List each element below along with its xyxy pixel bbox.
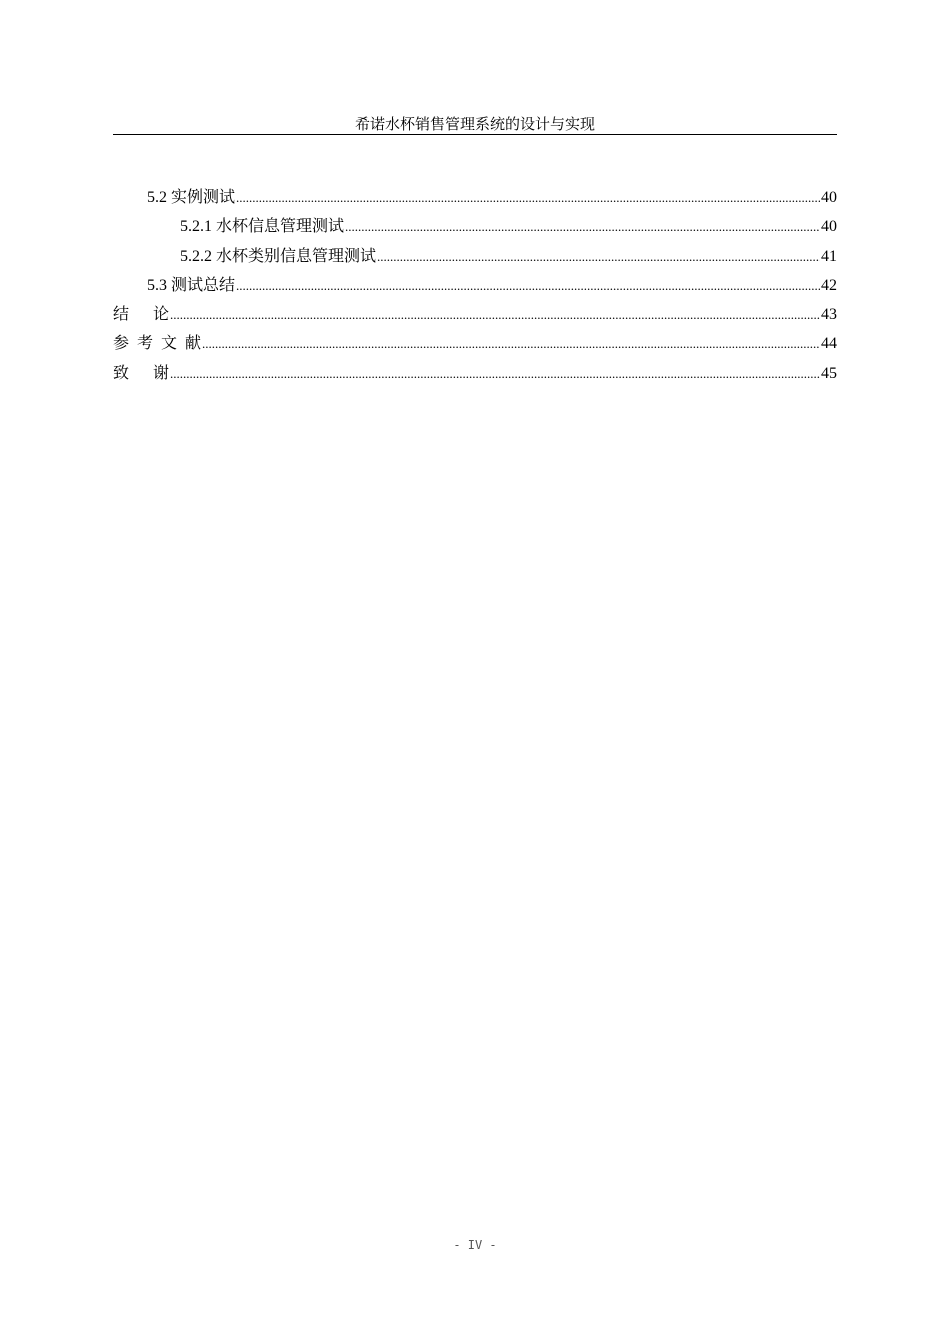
toc-dot-leader [377, 242, 820, 271]
toc-entry-label: 5.2 实例测试 [147, 189, 236, 206]
toc-dot-leader [202, 329, 820, 358]
toc-entry-page: 40 [821, 218, 837, 236]
toc-entry-5-3[interactable] [113, 271, 837, 300]
page-number: - IV - [453, 1238, 497, 1252]
table-of-contents [113, 183, 837, 388]
toc-entry-label: 结 论 [113, 306, 170, 324]
toc-entry-page: 42 [821, 276, 837, 294]
toc-dot-leader [170, 300, 820, 329]
toc-dot-leader [345, 212, 820, 241]
toc-entry-label: 5.2.1 水杯信息管理测试 [180, 218, 345, 236]
toc-entry-page: 41 [821, 247, 837, 265]
toc-entry-acknowledgements[interactable] [113, 359, 837, 388]
toc-entry-5-2-1[interactable] [113, 212, 837, 241]
toc-entry-label: 5.3 测试总结 [147, 276, 236, 294]
running-header-title: 希诺水杯销售管理系统的设计与实现 [354, 117, 595, 133]
toc-entry-5-2[interactable] [113, 183, 837, 212]
toc-entry-label: 致 谢 [113, 364, 170, 382]
toc-dot-leader [236, 183, 820, 212]
header-divider [113, 134, 837, 135]
toc-dot-leader [170, 359, 820, 388]
toc-entry-label: 参 考 文 献 [113, 335, 202, 353]
toc-entry-page: 44 [821, 335, 837, 353]
toc-dot-leader [236, 271, 820, 300]
toc-entry-page: 40 [821, 189, 837, 206]
toc-entry-references[interactable] [113, 329, 837, 358]
toc-entry-conclusion[interactable] [113, 300, 837, 329]
toc-entry-page: 45 [821, 364, 837, 382]
toc-entry-label: 5.2.2 水杯类别信息管理测试 [180, 247, 377, 265]
toc-entry-5-2-2[interactable] [113, 242, 837, 271]
toc-entry-page: 43 [821, 306, 837, 324]
